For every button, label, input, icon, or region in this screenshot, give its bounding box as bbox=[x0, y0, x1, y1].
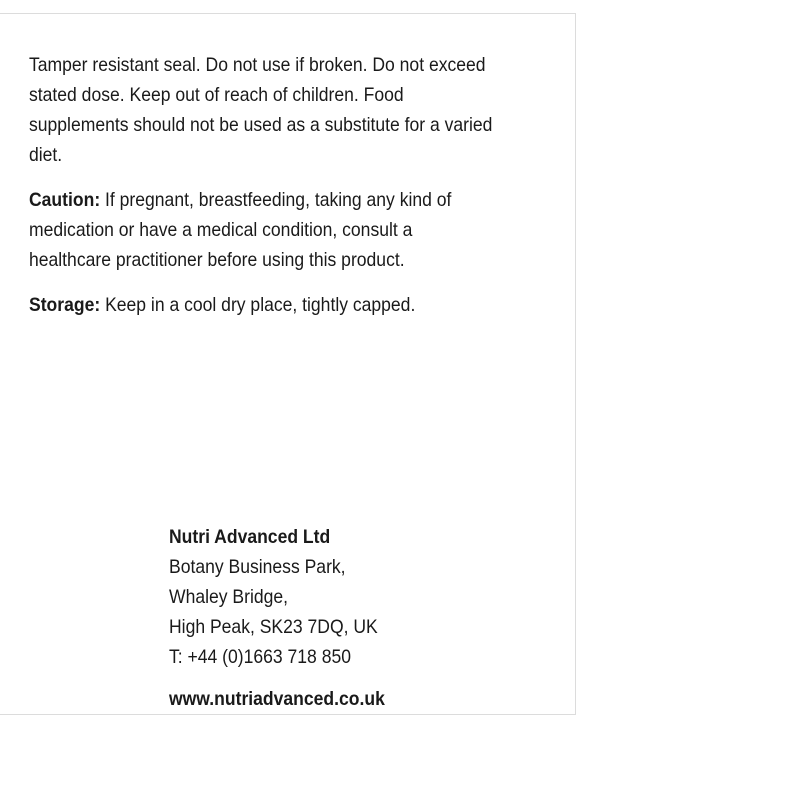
label-panel bbox=[0, 13, 576, 715]
address-line-2: Whaley Bridge, bbox=[169, 586, 289, 608]
storage-label: Storage: bbox=[29, 294, 101, 316]
storage-text: Keep in a cool dry place, tightly capped. bbox=[100, 294, 416, 316]
general-warning: Tamper resistant seal. Do not use if broken. Do not exceed stated dose. Keep out of reach of children. Food supplements should not be used as a substitute for a varied diet. bbox=[29, 54, 493, 166]
address-line-3: High Peak, SK23 7DQ, UK bbox=[169, 616, 378, 638]
company-phone: T: +44 (0)1663 718 850 bbox=[169, 646, 351, 668]
storage-paragraph bbox=[29, 290, 497, 320]
address-line-1: Botany Business Park, bbox=[169, 556, 346, 578]
company-website: www.nutriadvanced.co.uk bbox=[169, 688, 385, 710]
caution-label: Caution: bbox=[29, 189, 101, 211]
label-text-block bbox=[29, 50, 497, 335]
company-name: Nutri Advanced Ltd bbox=[169, 526, 331, 548]
caution-text: If pregnant, breastfeeding, taking any kind of medication or have a medical condition, consult a healthcare practitioner before using this product. bbox=[29, 189, 452, 271]
caution-paragraph bbox=[29, 185, 497, 275]
company-address-block bbox=[169, 522, 385, 714]
